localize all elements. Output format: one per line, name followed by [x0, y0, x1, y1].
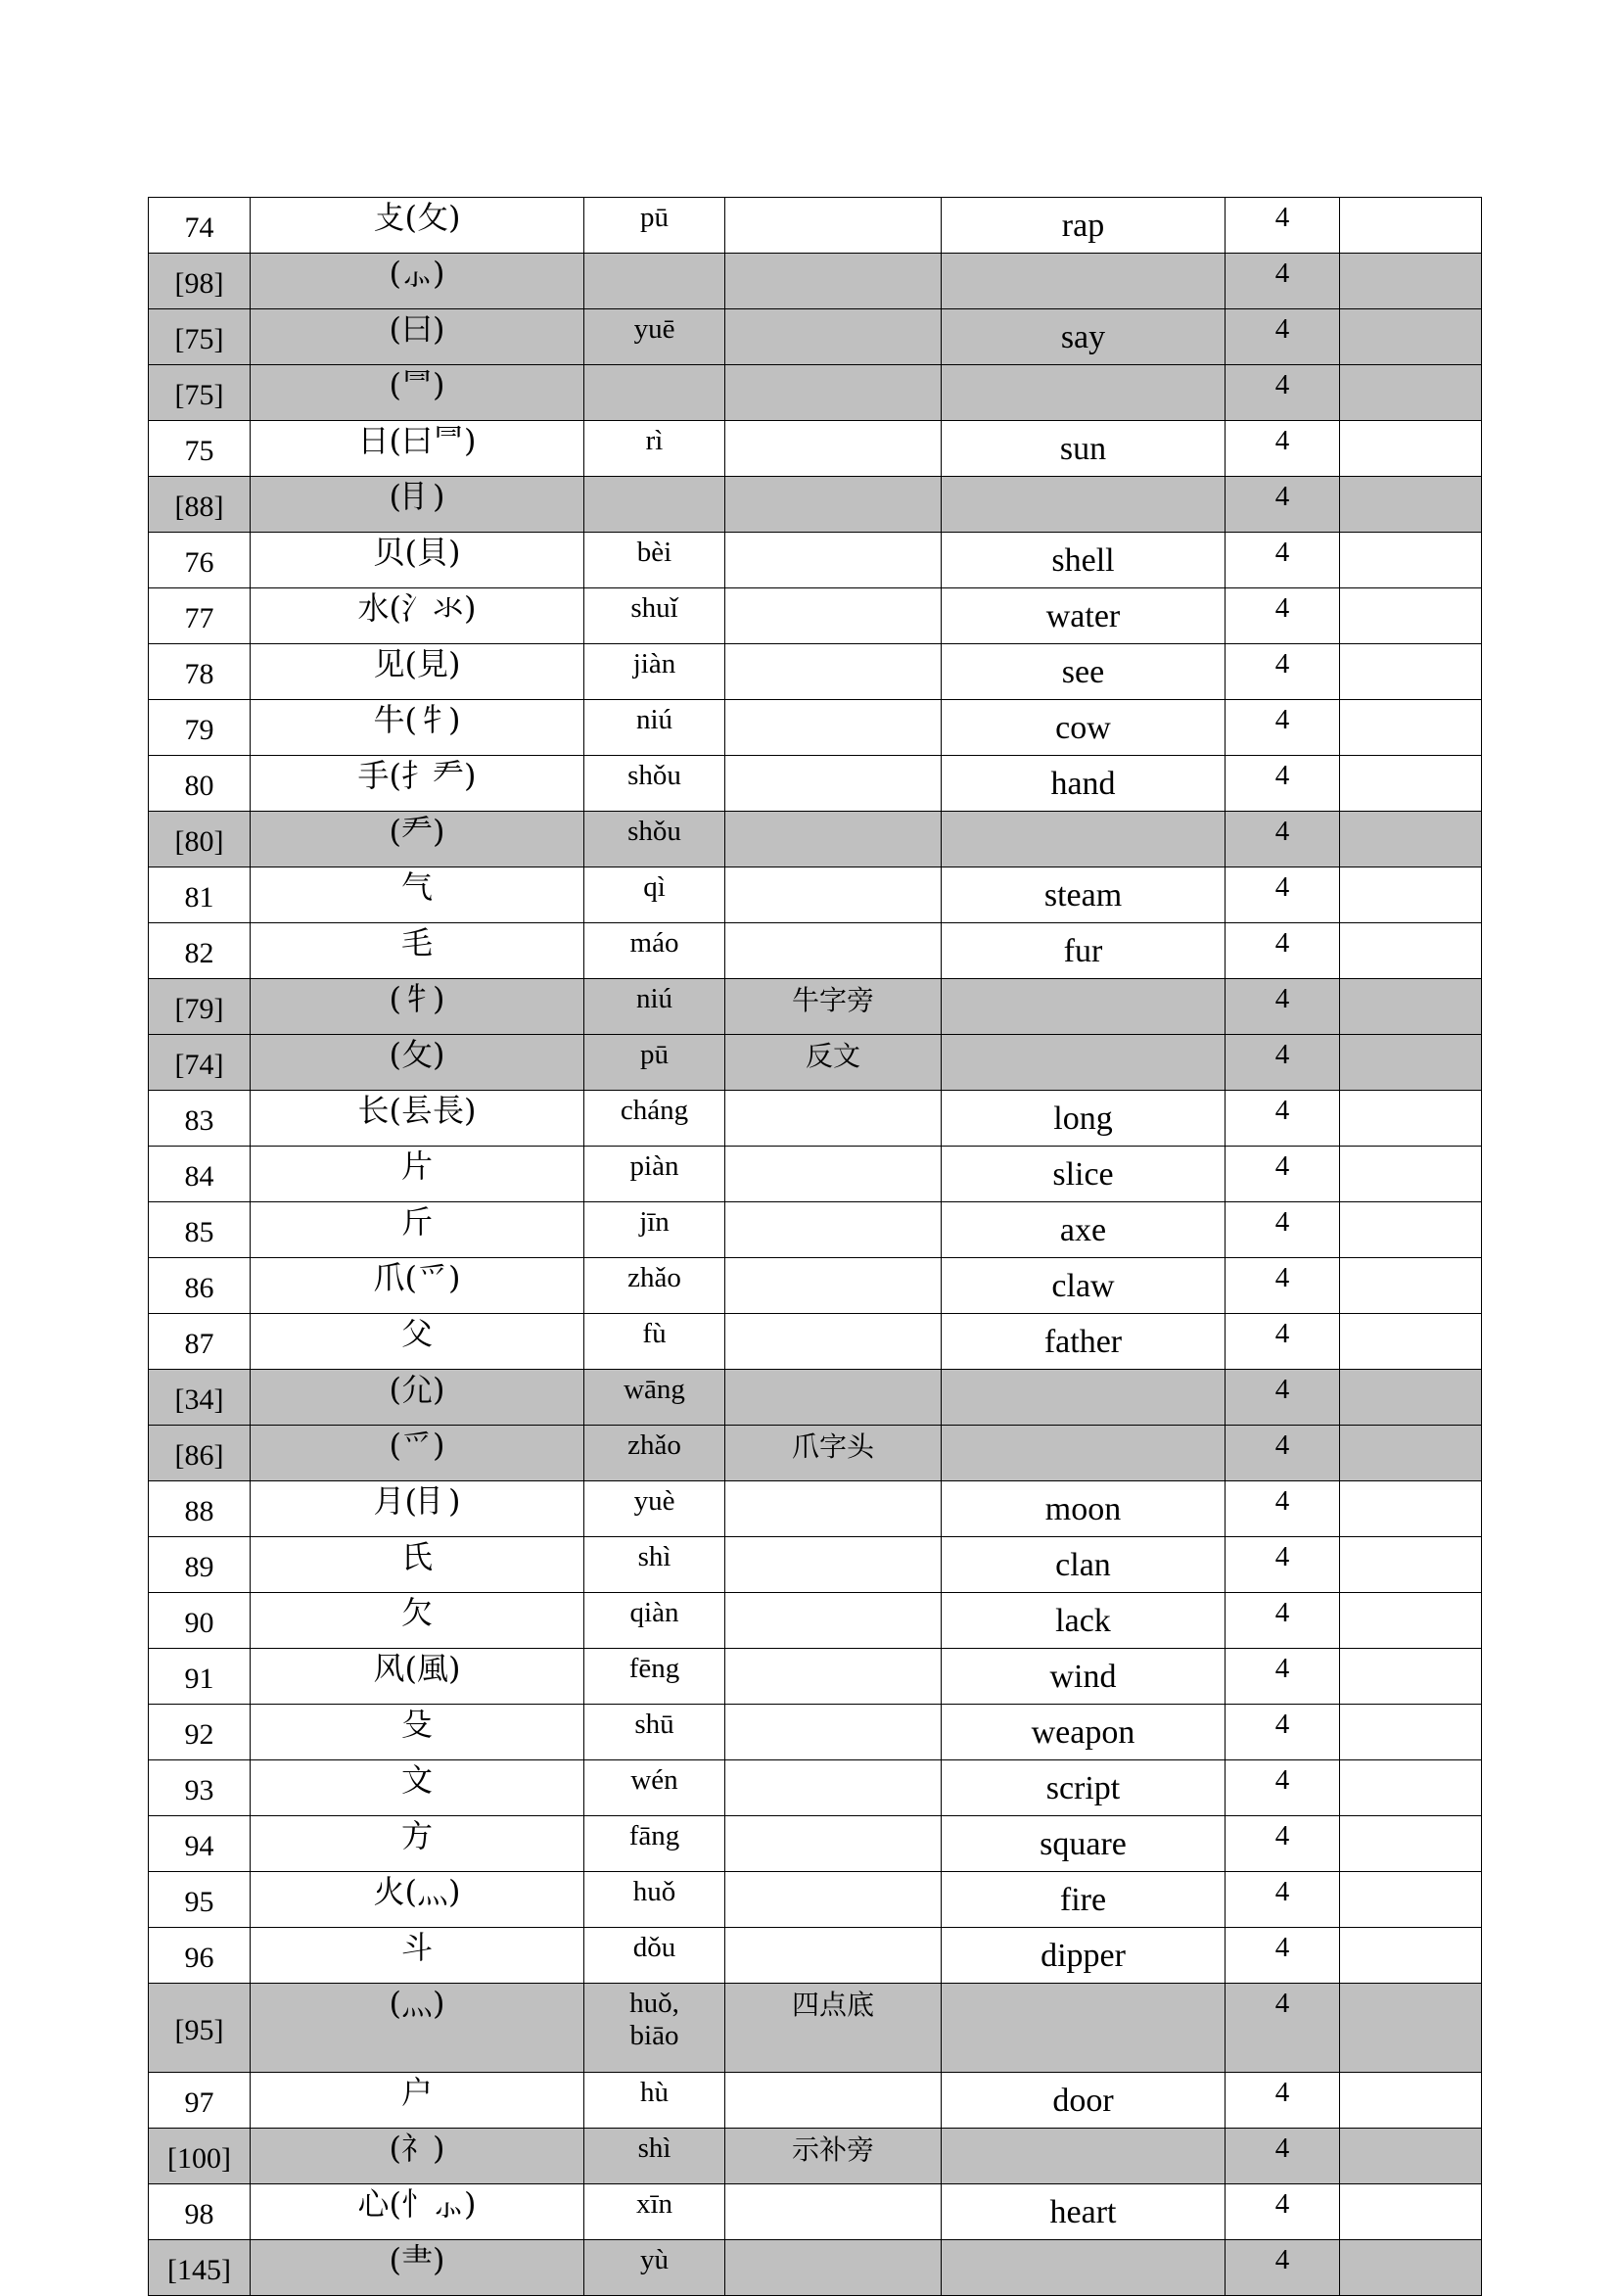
radical-character: 日(曰⺜)	[251, 421, 584, 477]
table-row	[149, 477, 1482, 533]
chinese-note	[725, 2240, 942, 2296]
table-body	[149, 198, 1482, 2296]
stroke-count: 4	[1226, 1760, 1340, 1816]
chinese-note	[725, 1649, 942, 1705]
extra-cell	[1340, 2073, 1482, 2129]
english-meaning: dipper	[942, 1928, 1226, 1984]
radical-character: 手(扌龵)	[251, 756, 584, 812]
radical-number: [74]	[149, 1035, 251, 1091]
radical-character: 月(⺝)	[251, 1481, 584, 1537]
stroke-count: 4	[1226, 1426, 1340, 1481]
radical-character: (牜)	[251, 979, 584, 1035]
stroke-count: 4	[1226, 1649, 1340, 1705]
extra-cell	[1340, 1481, 1482, 1537]
stroke-count: 4	[1226, 1984, 1340, 2073]
chinese-note: 爪字头	[725, 1426, 942, 1481]
stroke-count: 4	[1226, 421, 1340, 477]
chinese-note	[725, 1258, 942, 1314]
radical-number: 80	[149, 756, 251, 812]
radical-number: 82	[149, 923, 251, 979]
pinyin: shì	[584, 1537, 725, 1593]
stroke-count: 4	[1226, 812, 1340, 867]
stroke-count: 4	[1226, 588, 1340, 644]
pinyin: fù	[584, 1314, 725, 1370]
pinyin: zhǎo	[584, 1258, 725, 1314]
radical-number: [145]	[149, 2240, 251, 2296]
radical-number: 74	[149, 198, 251, 254]
extra-cell	[1340, 588, 1482, 644]
extra-cell	[1340, 1760, 1482, 1816]
radical-character: (曰)	[251, 309, 584, 365]
chinese-note	[725, 1091, 942, 1147]
pinyin: jiàn	[584, 644, 725, 700]
table-row	[149, 1705, 1482, 1760]
english-meaning	[942, 1426, 1226, 1481]
table-row	[149, 198, 1482, 254]
chinese-note	[725, 1816, 942, 1872]
chinese-note	[725, 309, 942, 365]
extra-cell	[1340, 309, 1482, 365]
table-row	[149, 1928, 1482, 1984]
table-row	[149, 1035, 1482, 1091]
stroke-count: 4	[1226, 254, 1340, 309]
radical-number: [75]	[149, 309, 251, 365]
radical-character: 方	[251, 1816, 584, 1872]
pinyin: niú	[584, 700, 725, 756]
radical-character: (爫)	[251, 1426, 584, 1481]
pinyin: bèi	[584, 533, 725, 588]
radical-character: 牛(牜)	[251, 700, 584, 756]
radical-character: 贝(貝)	[251, 533, 584, 588]
stroke-count: 4	[1226, 1035, 1340, 1091]
extra-cell	[1340, 1872, 1482, 1928]
extra-cell	[1340, 533, 1482, 588]
radical-number: 88	[149, 1481, 251, 1537]
stroke-count: 4	[1226, 1091, 1340, 1147]
radical-number: 91	[149, 1649, 251, 1705]
extra-cell	[1340, 421, 1482, 477]
english-meaning: axe	[942, 1202, 1226, 1258]
english-meaning	[942, 1984, 1226, 2073]
extra-cell	[1340, 1426, 1482, 1481]
radical-character: (攵)	[251, 1035, 584, 1091]
table-row	[149, 1147, 1482, 1202]
extra-cell	[1340, 1537, 1482, 1593]
stroke-count: 4	[1226, 1147, 1340, 1202]
english-meaning: clan	[942, 1537, 1226, 1593]
stroke-count: 4	[1226, 533, 1340, 588]
table-row	[149, 1091, 1482, 1147]
chinese-note	[725, 644, 942, 700]
stroke-count: 4	[1226, 1872, 1340, 1928]
extra-cell	[1340, 2184, 1482, 2240]
stroke-count: 4	[1226, 700, 1340, 756]
table-row	[149, 1370, 1482, 1426]
radical-number: [75]	[149, 365, 251, 421]
english-meaning: say	[942, 309, 1226, 365]
extra-cell	[1340, 812, 1482, 867]
extra-cell	[1340, 923, 1482, 979]
english-meaning: hand	[942, 756, 1226, 812]
english-meaning: rap	[942, 198, 1226, 254]
stroke-count: 4	[1226, 1202, 1340, 1258]
extra-cell	[1340, 1147, 1482, 1202]
pinyin	[584, 365, 725, 421]
radical-number: [98]	[149, 254, 251, 309]
radical-number: 86	[149, 1258, 251, 1314]
chinese-note: 反文	[725, 1035, 942, 1091]
english-meaning: weapon	[942, 1705, 1226, 1760]
english-meaning: square	[942, 1816, 1226, 1872]
english-meaning	[942, 812, 1226, 867]
radical-character: 毛	[251, 923, 584, 979]
radical-character: 风(風)	[251, 1649, 584, 1705]
extra-cell	[1340, 867, 1482, 923]
table-row	[149, 1816, 1482, 1872]
chinese-note	[725, 254, 942, 309]
english-meaning: wind	[942, 1649, 1226, 1705]
radical-number: 97	[149, 2073, 251, 2129]
chinese-note	[725, 198, 942, 254]
extra-cell	[1340, 1705, 1482, 1760]
pinyin: shǒu	[584, 756, 725, 812]
radical-character: 长(镸長)	[251, 1091, 584, 1147]
extra-cell	[1340, 979, 1482, 1035]
radical-number: 93	[149, 1760, 251, 1816]
pinyin: fāng	[584, 1816, 725, 1872]
radical-character: 气	[251, 867, 584, 923]
pinyin: pū	[584, 1035, 725, 1091]
radical-character: (尣)	[251, 1370, 584, 1426]
chinese-note	[725, 1872, 942, 1928]
pinyin: yù	[584, 2240, 725, 2296]
pinyin: xīn	[584, 2184, 725, 2240]
radical-number: 84	[149, 1147, 251, 1202]
extra-cell	[1340, 365, 1482, 421]
chinese-note	[725, 1481, 942, 1537]
chinese-note	[725, 1928, 942, 1984]
stroke-count: 4	[1226, 365, 1340, 421]
pinyin: piàn	[584, 1147, 725, 1202]
radical-number: [100]	[149, 2129, 251, 2184]
stroke-count: 4	[1226, 477, 1340, 533]
radical-number: 94	[149, 1816, 251, 1872]
radical-number: 98	[149, 2184, 251, 2240]
chinese-note	[725, 812, 942, 867]
radical-character: 攴(攵)	[251, 198, 584, 254]
english-meaning	[942, 477, 1226, 533]
extra-cell	[1340, 700, 1482, 756]
radical-number: [88]	[149, 477, 251, 533]
radical-number: 79	[149, 700, 251, 756]
table-row	[149, 1984, 1482, 2073]
extra-cell	[1340, 1816, 1482, 1872]
table-row	[149, 1202, 1482, 1258]
table-row	[149, 867, 1482, 923]
table-row	[149, 1426, 1482, 1481]
table-row	[149, 2240, 1482, 2296]
pinyin: huǒ, biāo	[584, 1984, 725, 2073]
table-row	[149, 1649, 1482, 1705]
stroke-count: 4	[1226, 1593, 1340, 1649]
radical-character: 文	[251, 1760, 584, 1816]
table-row	[149, 644, 1482, 700]
pinyin: hù	[584, 2073, 725, 2129]
english-meaning: heart	[942, 2184, 1226, 2240]
chinese-note	[725, 867, 942, 923]
pinyin: yuē	[584, 309, 725, 365]
radical-number: 76	[149, 533, 251, 588]
chinese-note	[725, 2073, 942, 2129]
chinese-note	[725, 588, 942, 644]
pinyin: cháng	[584, 1091, 725, 1147]
table-row	[149, 254, 1482, 309]
table-row	[149, 2129, 1482, 2184]
english-meaning	[942, 1370, 1226, 1426]
stroke-count: 4	[1226, 2129, 1340, 2184]
stroke-count: 4	[1226, 923, 1340, 979]
radical-number: 87	[149, 1314, 251, 1370]
radical-number: 92	[149, 1705, 251, 1760]
radical-character: (礻)	[251, 2129, 584, 2184]
radical-number: 78	[149, 644, 251, 700]
stroke-count: 4	[1226, 1537, 1340, 1593]
english-meaning: claw	[942, 1258, 1226, 1314]
chinese-note	[725, 1760, 942, 1816]
english-meaning: sun	[942, 421, 1226, 477]
chinese-note	[725, 421, 942, 477]
radical-character: (龵)	[251, 812, 584, 867]
extra-cell	[1340, 1091, 1482, 1147]
radical-number: 85	[149, 1202, 251, 1258]
radical-number: 75	[149, 421, 251, 477]
radical-character: 斤	[251, 1202, 584, 1258]
extra-cell	[1340, 1258, 1482, 1314]
radical-character: (⺝)	[251, 477, 584, 533]
extra-cell	[1340, 1649, 1482, 1705]
extra-cell	[1340, 1035, 1482, 1091]
chinese-note	[725, 1705, 942, 1760]
radical-number: 90	[149, 1593, 251, 1649]
english-meaning: see	[942, 644, 1226, 700]
stroke-count: 4	[1226, 1705, 1340, 1760]
pinyin: jīn	[584, 1202, 725, 1258]
radical-number: [34]	[149, 1370, 251, 1426]
table-row	[149, 1760, 1482, 1816]
table-row	[149, 700, 1482, 756]
english-meaning: shell	[942, 533, 1226, 588]
chinese-note	[725, 1370, 942, 1426]
radical-character: 斗	[251, 1928, 584, 1984]
pinyin: pū	[584, 198, 725, 254]
extra-cell	[1340, 1593, 1482, 1649]
stroke-count: 4	[1226, 2184, 1340, 2240]
table-row	[149, 756, 1482, 812]
english-meaning: fire	[942, 1872, 1226, 1928]
chinese-note	[725, 1314, 942, 1370]
pinyin: shì	[584, 2129, 725, 2184]
chinese-note	[725, 1202, 942, 1258]
chinese-note	[725, 700, 942, 756]
table-row	[149, 588, 1482, 644]
english-meaning	[942, 365, 1226, 421]
radical-table	[148, 197, 1482, 2296]
extra-cell	[1340, 1984, 1482, 2073]
stroke-count: 4	[1226, 1816, 1340, 1872]
extra-cell	[1340, 1314, 1482, 1370]
english-meaning	[942, 2240, 1226, 2296]
pinyin: huǒ	[584, 1872, 725, 1928]
radical-character: (⺻)	[251, 2240, 584, 2296]
table-row	[149, 421, 1482, 477]
stroke-count: 4	[1226, 867, 1340, 923]
chinese-note	[725, 1593, 942, 1649]
radical-number: 89	[149, 1537, 251, 1593]
english-meaning	[942, 2129, 1226, 2184]
stroke-count: 4	[1226, 309, 1340, 365]
pinyin: niú	[584, 979, 725, 1035]
chinese-note	[725, 533, 942, 588]
table-row	[149, 2073, 1482, 2129]
radical-number: 77	[149, 588, 251, 644]
radical-character: 殳	[251, 1705, 584, 1760]
table-row	[149, 1258, 1482, 1314]
table-row	[149, 309, 1482, 365]
extra-cell	[1340, 756, 1482, 812]
chinese-note: 四点底	[725, 1984, 942, 2073]
radical-character: 欠	[251, 1593, 584, 1649]
chinese-note	[725, 1537, 942, 1593]
extra-cell	[1340, 198, 1482, 254]
table-row	[149, 365, 1482, 421]
extra-cell	[1340, 477, 1482, 533]
stroke-count: 4	[1226, 198, 1340, 254]
radical-character: (灬)	[251, 1984, 584, 2073]
english-meaning: father	[942, 1314, 1226, 1370]
table-row	[149, 2184, 1482, 2240]
radical-character: 片	[251, 1147, 584, 1202]
pinyin: rì	[584, 421, 725, 477]
stroke-count: 4	[1226, 644, 1340, 700]
chinese-note	[725, 1147, 942, 1202]
radical-number: 83	[149, 1091, 251, 1147]
pinyin	[584, 477, 725, 533]
english-meaning: lack	[942, 1593, 1226, 1649]
extra-cell	[1340, 254, 1482, 309]
pinyin: yuè	[584, 1481, 725, 1537]
pinyin: qì	[584, 867, 725, 923]
radical-number: 81	[149, 867, 251, 923]
radical-character: 水(氵氺)	[251, 588, 584, 644]
pinyin: shuǐ	[584, 588, 725, 644]
english-meaning: moon	[942, 1481, 1226, 1537]
english-meaning: fur	[942, 923, 1226, 979]
english-meaning	[942, 254, 1226, 309]
pinyin: máo	[584, 923, 725, 979]
stroke-count: 4	[1226, 756, 1340, 812]
stroke-count: 4	[1226, 1258, 1340, 1314]
stroke-count: 4	[1226, 2240, 1340, 2296]
extra-cell	[1340, 2129, 1482, 2184]
radical-number: [80]	[149, 812, 251, 867]
table-row	[149, 979, 1482, 1035]
radical-character: 爪(爫)	[251, 1258, 584, 1314]
table-row	[149, 1537, 1482, 1593]
pinyin: wén	[584, 1760, 725, 1816]
pinyin: zhǎo	[584, 1426, 725, 1481]
radical-number: 95	[149, 1872, 251, 1928]
english-meaning: cow	[942, 700, 1226, 756]
stroke-count: 4	[1226, 1314, 1340, 1370]
radical-character: 心(忄⺗)	[251, 2184, 584, 2240]
extra-cell	[1340, 1370, 1482, 1426]
chinese-note: 牛字旁	[725, 979, 942, 1035]
pinyin: wāng	[584, 1370, 725, 1426]
stroke-count: 4	[1226, 2073, 1340, 2129]
radical-character: 见(見)	[251, 644, 584, 700]
table-row	[149, 1314, 1482, 1370]
radical-character: 氏	[251, 1537, 584, 1593]
radical-number: [95]	[149, 1984, 251, 2073]
stroke-count: 4	[1226, 979, 1340, 1035]
chinese-note	[725, 365, 942, 421]
extra-cell	[1340, 2240, 1482, 2296]
chinese-note	[725, 923, 942, 979]
pinyin: fēng	[584, 1649, 725, 1705]
pinyin: dǒu	[584, 1928, 725, 1984]
table-row	[149, 1593, 1482, 1649]
radical-number: [86]	[149, 1426, 251, 1481]
pinyin: shū	[584, 1705, 725, 1760]
table-row	[149, 533, 1482, 588]
english-meaning	[942, 979, 1226, 1035]
english-meaning: slice	[942, 1147, 1226, 1202]
stroke-count: 4	[1226, 1370, 1340, 1426]
english-meaning	[942, 1035, 1226, 1091]
radical-number: [79]	[149, 979, 251, 1035]
english-meaning: script	[942, 1760, 1226, 1816]
chinese-note	[725, 477, 942, 533]
extra-cell	[1340, 1928, 1482, 1984]
radical-number: 96	[149, 1928, 251, 1984]
radical-character: (⺗)	[251, 254, 584, 309]
english-meaning: long	[942, 1091, 1226, 1147]
english-meaning: water	[942, 588, 1226, 644]
english-meaning: steam	[942, 867, 1226, 923]
pinyin: qiàn	[584, 1593, 725, 1649]
radical-character: (⺜)	[251, 365, 584, 421]
extra-cell	[1340, 644, 1482, 700]
extra-cell	[1340, 1202, 1482, 1258]
radical-character: 父	[251, 1314, 584, 1370]
stroke-count: 4	[1226, 1481, 1340, 1537]
table-row	[149, 1872, 1482, 1928]
english-meaning: door	[942, 2073, 1226, 2129]
chinese-note	[725, 2184, 942, 2240]
chinese-note: 示补旁	[725, 2129, 942, 2184]
table-row	[149, 1481, 1482, 1537]
pinyin	[584, 254, 725, 309]
stroke-count: 4	[1226, 1928, 1340, 1984]
radical-character: 户	[251, 2073, 584, 2129]
pinyin: shǒu	[584, 812, 725, 867]
table-row	[149, 923, 1482, 979]
table-row	[149, 812, 1482, 867]
chinese-note	[725, 756, 942, 812]
radical-character: 火(灬)	[251, 1872, 584, 1928]
